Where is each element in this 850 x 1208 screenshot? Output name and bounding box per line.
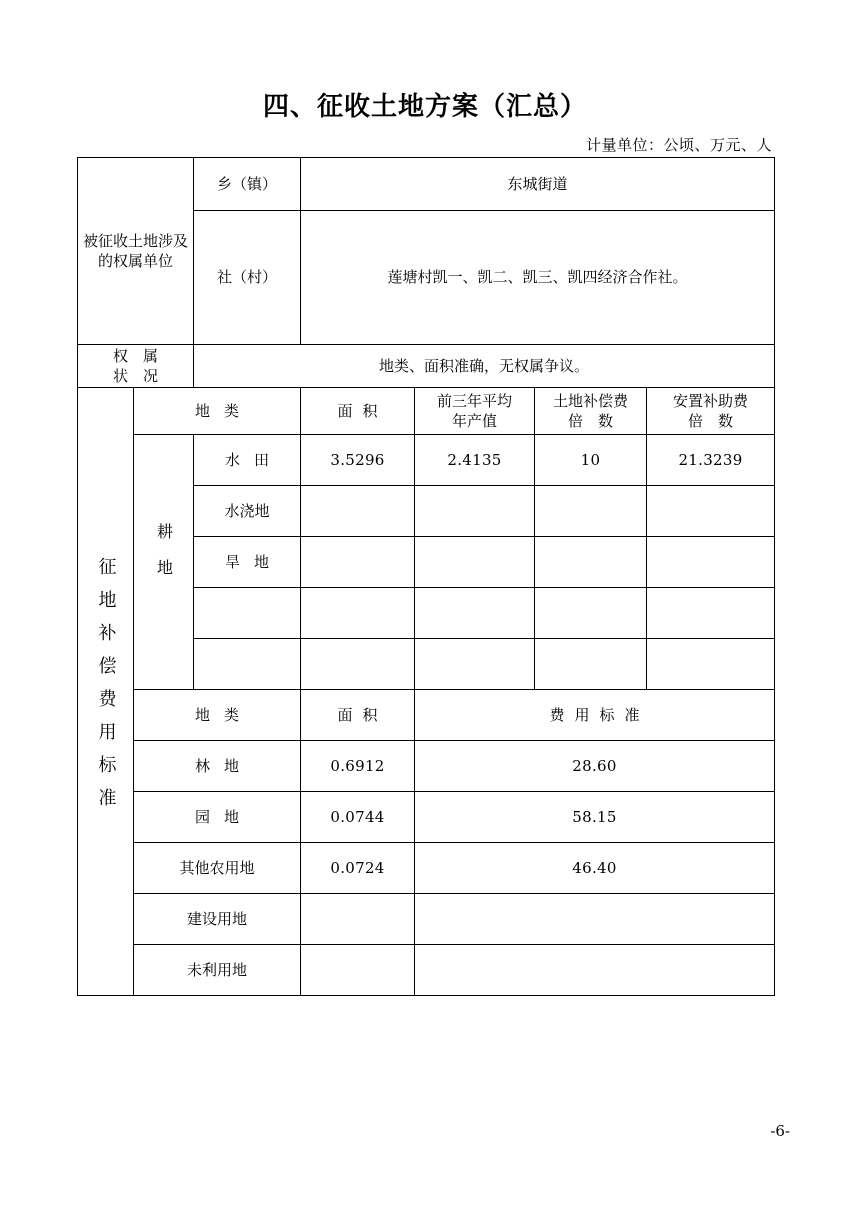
table-header-row-other-land (78, 690, 775, 741)
header2-fee-standard: 费用标准 (415, 690, 775, 741)
row-area: 0.0744 (301, 792, 415, 843)
cultivated-land-label: 耕地 (154, 523, 174, 596)
township-value: 东城街道 (301, 158, 775, 211)
row-area: 3.5296 (301, 435, 415, 486)
ownership-status-label-line2: 状 况 (113, 367, 159, 385)
row-resettlement-multiple (647, 537, 775, 588)
row-fee-standard: 28.60 (415, 741, 775, 792)
row-land-type: 其他农用地 (134, 843, 301, 894)
cultivated-land-label-cell (134, 435, 194, 690)
row-resettlement-multiple: 21.3239 (647, 435, 775, 486)
row-area (301, 639, 415, 690)
row-land-type (194, 588, 301, 639)
row-land-type: 园地 (134, 792, 301, 843)
township-label: 乡（镇） (194, 158, 301, 211)
header-area: 面积 (301, 388, 415, 435)
table-row-paddy-field (78, 435, 775, 486)
row-land-multiple (535, 639, 647, 690)
row-avg-yield (415, 588, 535, 639)
row-area (301, 945, 415, 996)
row-land-multiple (535, 537, 647, 588)
row-avg-yield (415, 537, 535, 588)
row-land-multiple (535, 486, 647, 537)
row-land-type: 水浇地 (194, 486, 301, 537)
row-fee-standard: 46.40 (415, 843, 775, 894)
row-area: 0.6912 (301, 741, 415, 792)
row-resettlement-multiple (647, 486, 775, 537)
row-avg-yield (415, 486, 535, 537)
header2-area: 面积 (301, 690, 415, 741)
row-land-type: 建设用地 (134, 894, 301, 945)
header-resettlement-multiple: 安置补助费 倍 数 (647, 388, 775, 435)
row-land-multiple (535, 588, 647, 639)
row-resettlement-multiple (647, 639, 775, 690)
ownership-status-value: 地类、面积准确，无权属争议。 (194, 345, 775, 388)
compensation-side-label-cell (78, 388, 134, 996)
row-land-type: 水田 (194, 435, 301, 486)
ownership-status-label-line1: 权 属 (113, 346, 159, 365)
compensation-side-label: 征地补偿费用标准 (95, 556, 117, 821)
land-acquisition-table-wrapper (77, 157, 774, 996)
row-area (301, 894, 415, 945)
page-number: -6- (770, 1122, 790, 1140)
table-row-other-agricultural-land (78, 843, 775, 894)
row-resettlement-multiple (647, 588, 775, 639)
table-row-unused-land (78, 945, 775, 996)
header-land-type: 地类 (134, 388, 301, 435)
row-area (301, 588, 415, 639)
row-land-type: 旱地 (194, 537, 301, 588)
header2-land-type: 地类 (134, 690, 301, 741)
table-row-construction-land (78, 894, 775, 945)
table-row-ownership-status (78, 345, 775, 388)
table-header-row-cultivated (78, 388, 775, 435)
row-land-type (194, 639, 301, 690)
village-label: 社（村） (194, 211, 301, 345)
row-avg-yield (415, 639, 535, 690)
header-land-compensation-multiple: 土地补偿费 倍 数 (535, 388, 647, 435)
ownership-unit-row-label: 被征收土地涉及的权属单位 (78, 158, 194, 345)
header-avg-yield: 前三年平均 年产值 (415, 388, 535, 435)
row-land-type: 林地 (134, 741, 301, 792)
page-title: 四、征收土地方案（汇总） (262, 92, 587, 122)
row-area (301, 486, 415, 537)
table-row-township (78, 158, 775, 211)
land-acquisition-table (77, 157, 775, 996)
ownership-status-label (78, 345, 194, 388)
measurement-unit-note: 计量单位：公顷、万元、人 (585, 136, 772, 154)
row-fee-standard (415, 894, 775, 945)
table-row-forest-land (78, 741, 775, 792)
row-area: 0.0724 (301, 843, 415, 894)
row-fee-standard: 58.15 (415, 792, 775, 843)
village-value: 莲塘村凯一、凯二、凯三、凯四经济合作社。 (301, 211, 775, 345)
row-avg-yield: 2.4135 (415, 435, 535, 486)
row-land-type: 未利用地 (134, 945, 301, 996)
row-area (301, 537, 415, 588)
table-row-garden-land (78, 792, 775, 843)
row-land-multiple: 10 (535, 435, 647, 486)
row-fee-standard (415, 945, 775, 996)
